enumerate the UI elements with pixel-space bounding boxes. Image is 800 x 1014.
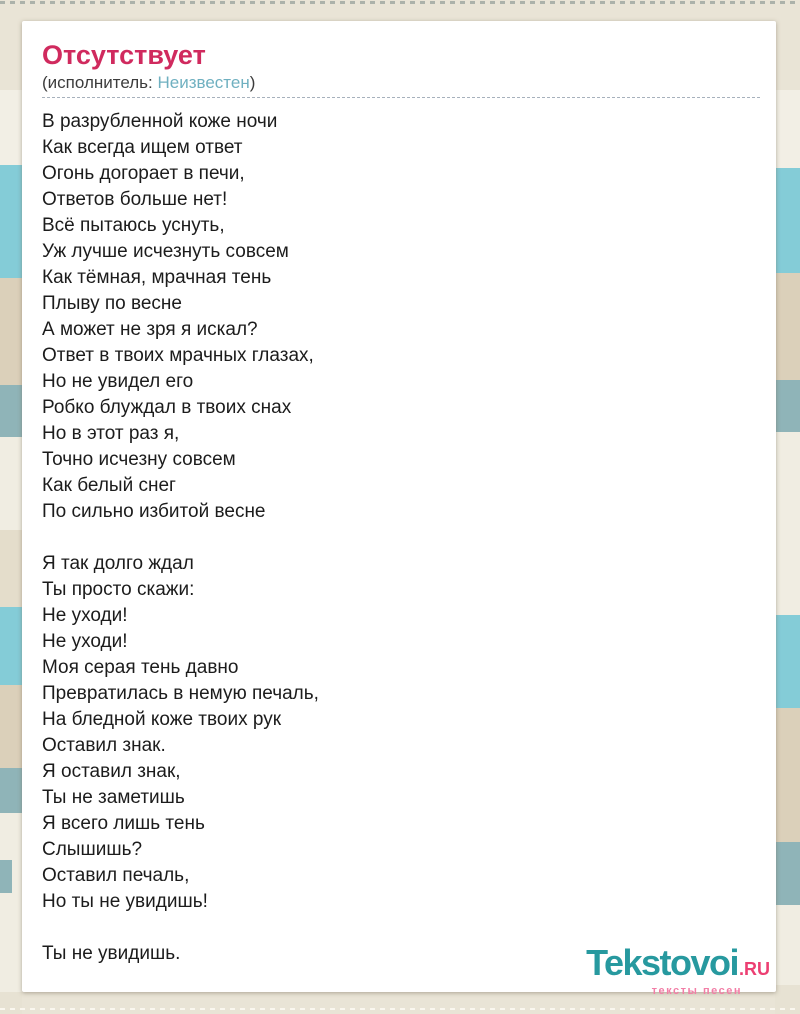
lyric-line: Ты просто скажи: [42, 578, 195, 600]
artist-label-close: ) [249, 72, 256, 92]
lyric-line: Не уходи! [42, 604, 128, 626]
lyric-line: Точно исчезну совсем [42, 448, 236, 470]
lyric-line: На бледной коже твоих рук [42, 708, 282, 730]
lyric-line: Ты не заметишь [42, 786, 185, 808]
lyric-line: Но в этот раз я, [42, 422, 180, 444]
top-dashed-border [0, 1, 800, 4]
lyric-line: Как тёмная, мрачная тень [42, 266, 272, 288]
site-logo[interactable] [586, 944, 770, 997]
lyric-line: Слышишь? [42, 838, 143, 860]
lyric-line: Как всегда ищем ответ [42, 136, 243, 158]
lyric-line: Но ты не увидишь! [42, 890, 208, 912]
site-logo-wordmark[interactable] [586, 944, 770, 990]
lyrics-text [42, 109, 760, 967]
logo-brand-text: Tekstovoi [586, 942, 738, 983]
lyric-line: Я всего лишь тень [42, 812, 205, 834]
lyric-line: Уж лучше исчезнуть совсем [42, 240, 289, 262]
logo-tagline: тексты песен [651, 985, 742, 997]
lyric-line: Моя серая тень давно [42, 656, 239, 678]
lyric-line: Робко блуждал в твоих снах [42, 396, 292, 418]
lyric-line: Я оставил знак, [42, 760, 181, 782]
lyric-line: Но не увидел его [42, 370, 194, 392]
lyric-line: Огонь догорает в печи, [42, 162, 245, 184]
lyric-line: А может не зря я искал? [42, 318, 258, 340]
lyric-line: Я так долго ждал [42, 552, 194, 574]
lyric-line: Оставил печаль, [42, 864, 190, 886]
lyric-line: Всё пытаюсь уснуть, [42, 214, 225, 236]
lyrics-card [22, 21, 776, 992]
lyric-line: По сильно избитой весне [42, 500, 266, 522]
background-teal-patch [0, 860, 12, 893]
artist-link[interactable]: Неизвестен [157, 72, 250, 92]
lyric-line: Превратилась в немую печаль, [42, 682, 319, 704]
logo-domain-text: .RU [739, 959, 770, 979]
artist-line [42, 73, 760, 98]
lyric-line: Оставил знак. [42, 734, 166, 756]
background-stripes-right [775, 0, 800, 1014]
lyric-line [42, 915, 760, 941]
artist-label-open: (исполнитель: [42, 72, 158, 92]
lyric-line [42, 525, 760, 551]
lyric-line: Ответов больше нет! [42, 188, 228, 210]
lyric-line: Ответ в твоих мрачных глазах, [42, 344, 314, 366]
lyric-line: Как белый снег [42, 474, 176, 496]
lyric-line: Ты не увидишь. [42, 942, 181, 964]
bottom-dashed-border [0, 1008, 800, 1010]
lyric-line: В разрубленной коже ночи [42, 110, 278, 132]
lyric-line: Плыву по весне [42, 292, 182, 314]
song-title: Отсутствует [42, 40, 206, 70]
lyric-line: Не уходи! [42, 630, 128, 652]
